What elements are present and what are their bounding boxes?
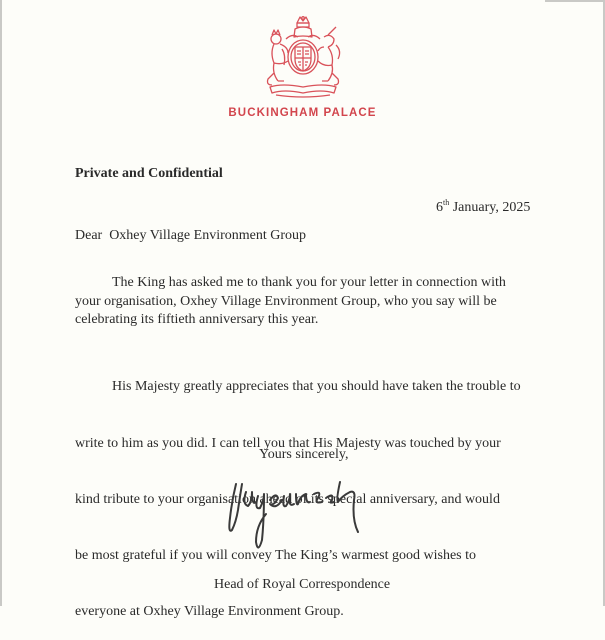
closing: Yours sincerely, [259,447,349,462]
paragraph-line: everyone at Oxhey Village Environment Group. [75,603,344,619]
date-month-year: January, 2025 [449,200,531,215]
date-day: 6 [436,200,443,215]
body-paragraph-1 [75,274,506,330]
paragraph-line: The King has asked me to thank you for your letter in connection with [112,275,506,290]
letter-date [436,199,530,217]
date-suffix: th [443,198,450,207]
paragraph-line: His Majesty greatly appreciates that you should have taken the trouble to [112,379,521,395]
signatory-title: Head of Royal Correspondence [214,577,391,592]
paragraph-line: your organisation, Oxhey Village Environment Group, who you say will be [75,293,497,309]
royal-coat-of-arms-icon [262,15,344,99]
paragraph-line: be most grateful if you will convey The King’s warmest good wishes to [75,547,477,563]
page-edge-left [0,0,2,606]
paragraph-line: kind tribute to your organisation ahead of its special anniversary, and would [75,491,500,507]
classification-heading: Private and Confidential [75,166,223,181]
handwritten-signature-icon [222,470,382,565]
paragraph-line: write to him as you did. I can tell you that His Majesty was touched by your [75,435,501,451]
sender-name: BUCKINGHAM PALACE [228,107,377,119]
paragraph-line: celebrating its fiftieth anniversary this year. [75,312,319,328]
salutation: Dear Oxhey Village Environment Group [75,228,307,243]
page-edge-top [545,0,605,2]
